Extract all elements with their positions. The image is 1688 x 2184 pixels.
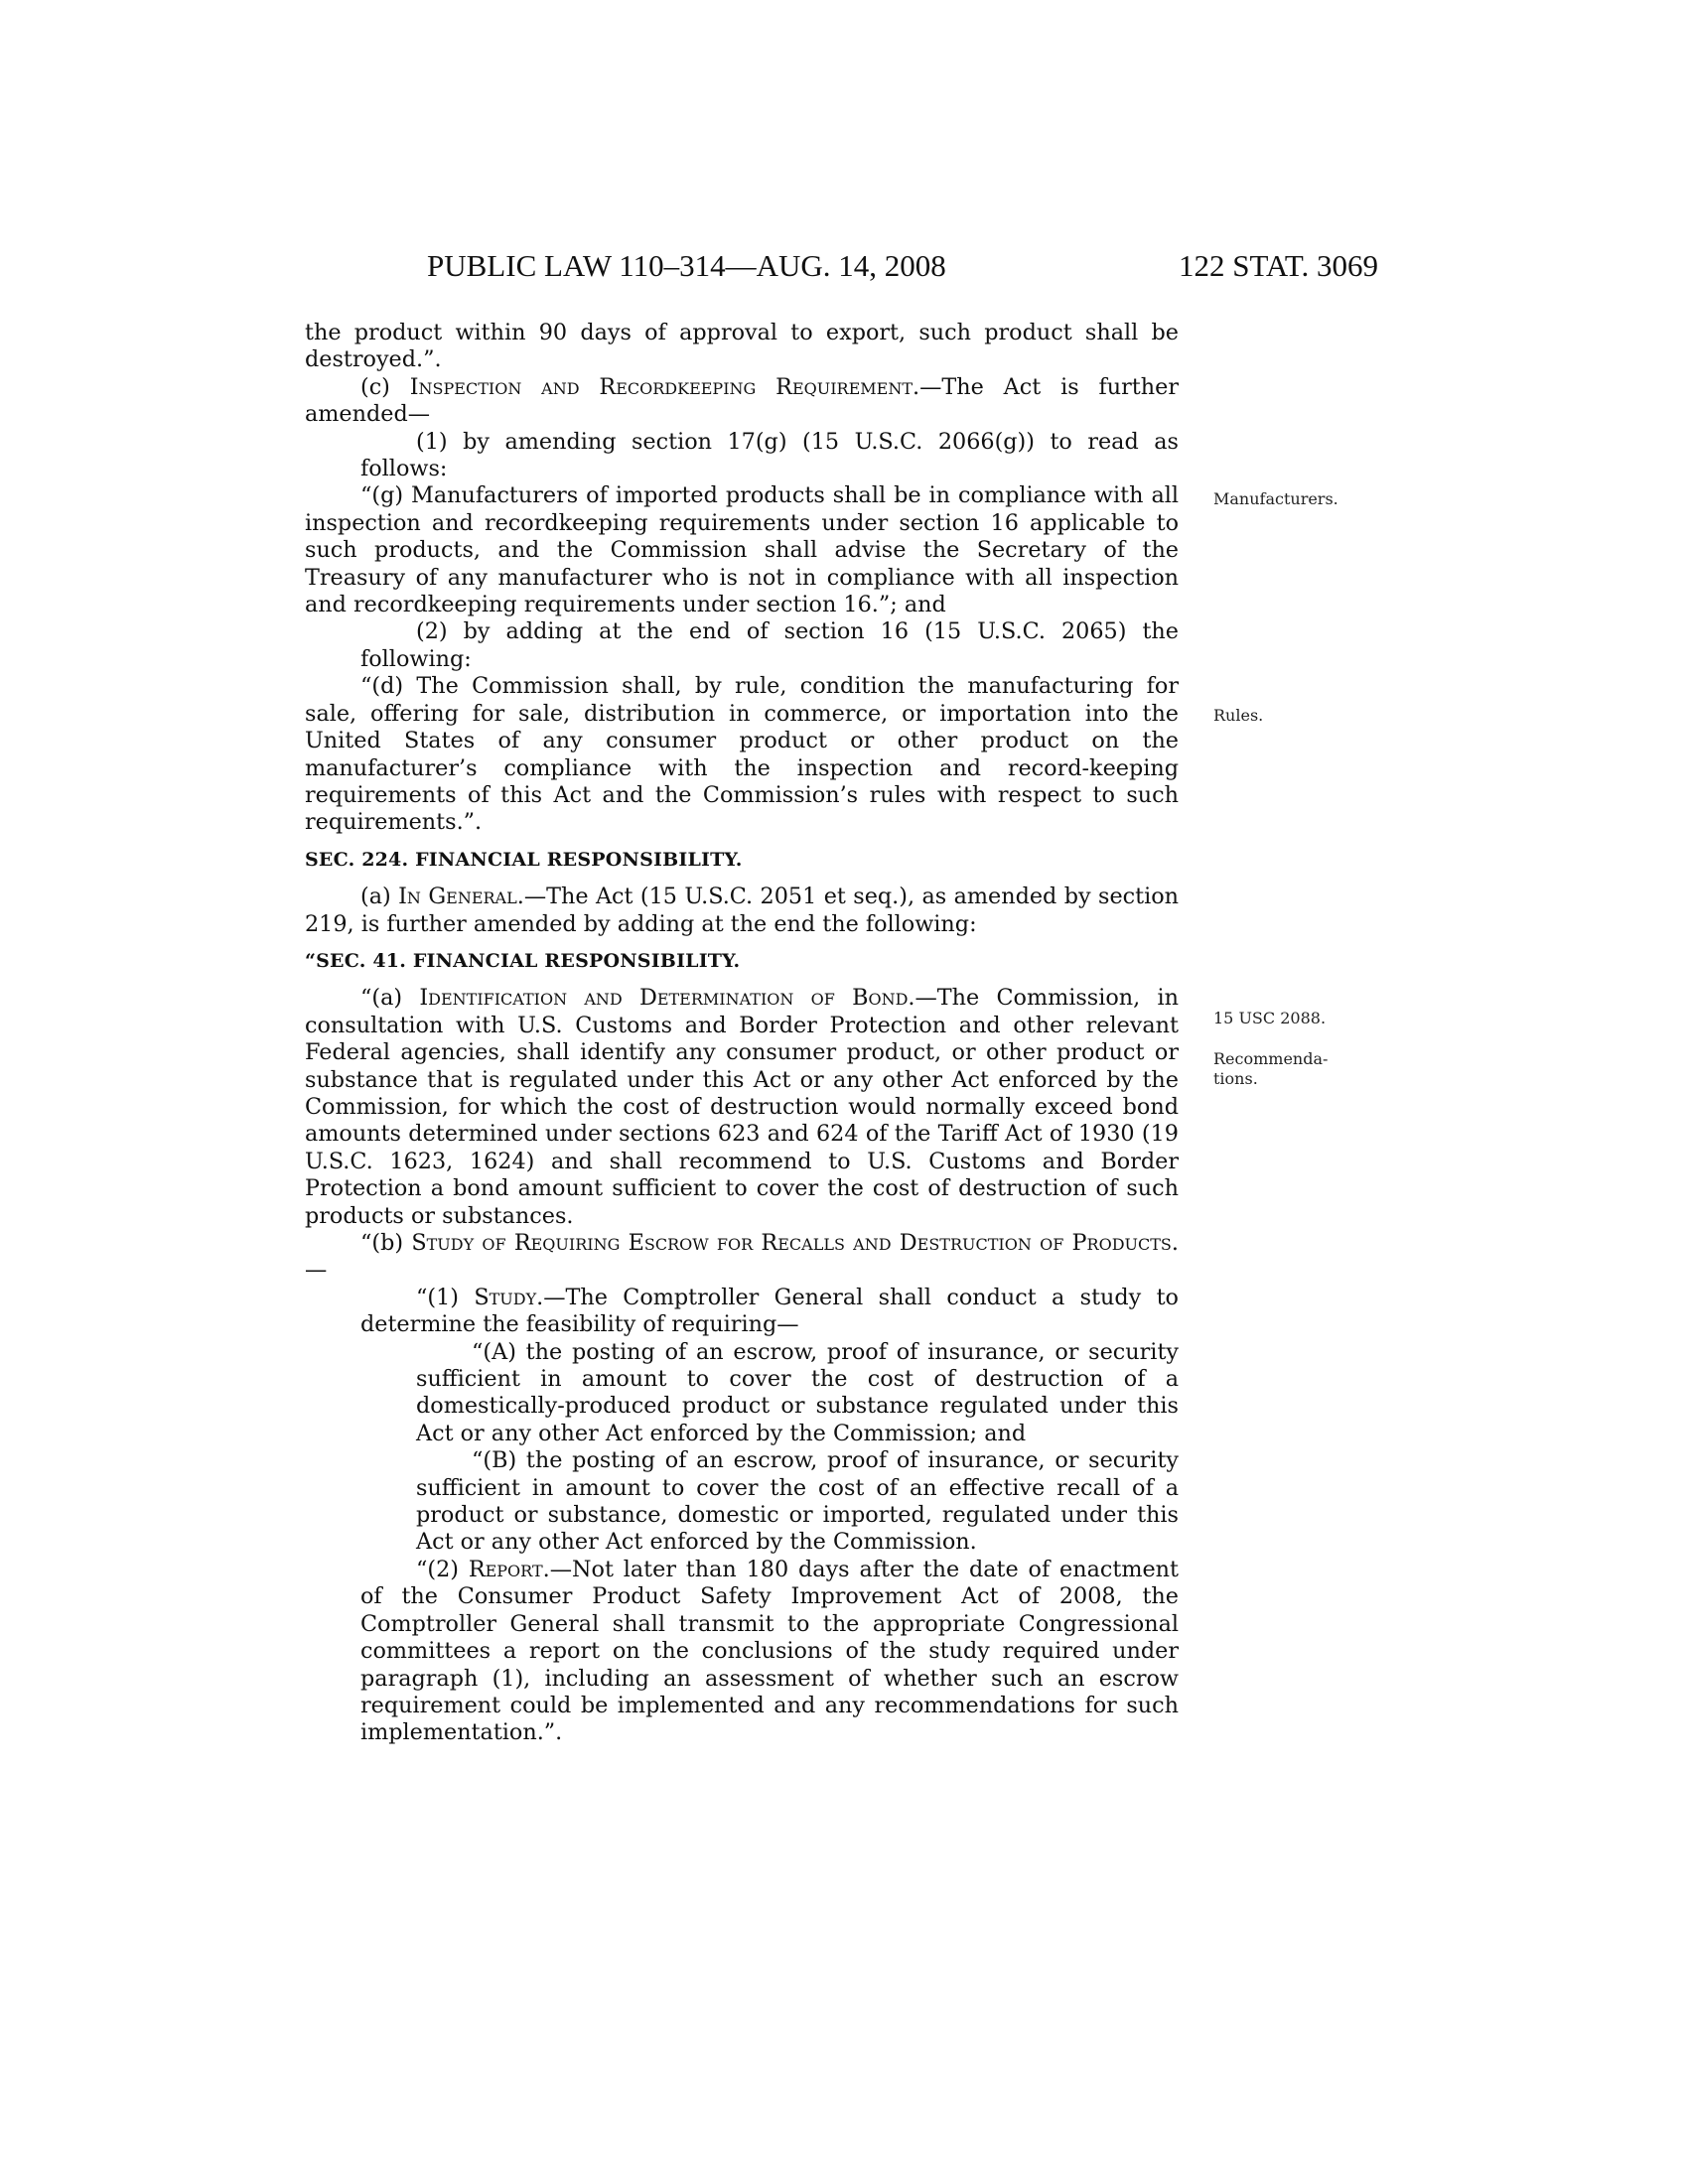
page-header xyxy=(301,248,1378,292)
paragraph-a-bond: “(a) Identification and Determination of Bond.—The Commission, in consultation with U.S. Customs and Border Protection and other relevant Federal agencies, shall identify any consumer product, or other product or substance that is regulated under this Act or any other Act enforced by the Commission, for which the cost of destruction would normally exceed bond amounts determined under sections 623 and 624 of the Tariff Act of 1930 (19 U.S.C. 1623, 1624) and shall recommend to U.S. Customs and Border Protection a bond amount sufficient to cover the cost of destruction of such products or substances. xyxy=(305,985,1179,1229)
caption-study: Study xyxy=(474,1284,537,1310)
statute-page-number: 122 STAT. 3069 xyxy=(1178,248,1378,283)
paragraph-continuation: the product within 90 days of approval to export, such product shall be destroyed.”. xyxy=(305,320,1179,373)
margin-note-rules: Rules. xyxy=(1213,706,1264,725)
paragraph-a-in-general: (a) In General.—The Act (15 U.S.C. 2051 et seq.), as amended by section 219, is further amended by adding at the end the following: xyxy=(305,884,1180,937)
caption-inspection: Inspection and Recordkeeping Requirement xyxy=(409,373,914,400)
margin-note-usc: 15 USC 2088. xyxy=(1213,1009,1327,1027)
paragraph-b-1: “(1) Study.—The Comptroller General shall conduct a study to determine the feasibility of requiring— xyxy=(360,1284,1179,1338)
margin-note-manufacturers: Manufacturers. xyxy=(1213,489,1338,508)
paragraph-b-study: “(b) Study of Requiring Escrow for Recalls and Destruction of Products.— xyxy=(305,1230,1179,1284)
running-head-title: PUBLIC LAW 110–314—AUG. 14, 2008 xyxy=(427,248,946,283)
subparagraph-b: “(B) the posting of an escrow, proof of insurance, or security sufficient in amount to cover the cost of an effective recall of a product or substance, domestic or imported, regulated under this Act or any other Act enforced by the Commission. xyxy=(416,1447,1179,1556)
caption-report: Report xyxy=(468,1556,543,1582)
caption-identification: Identification and Determination of Bond xyxy=(419,985,909,1012)
quoted-subsection-d: “(d) The Commission shall, by rule, condition the manufacturing for sale, offering for sale, distribution in commerce, or importation into the United States of any consumer product or other product on the manufacturer’s compliance with the inspection and record-keeping requirements of this Act and the Commission’s rules with respect to such requirements.”. xyxy=(305,673,1179,836)
subparagraph-a: “(A) the posting of an escrow, proof of insurance, or security sufficient in amount to cover the cost of destruction of a domestically-produced product or substance regulated under this Act or any other Act enforced by the Commission; and xyxy=(416,1338,1179,1446)
paragraph-c-1: (1) by amending section 17(g) (15 U.S.C. 2066(g)) to read as follows: xyxy=(360,428,1179,482)
law-text-body xyxy=(305,320,1179,1747)
paragraph-c-2: (2) by adding at the end of section 16 (15 U.S.C. 2065) the following: xyxy=(360,618,1179,672)
quoted-subsection-g: “(g) Manufacturers of imported products shall be in compliance with all inspection and recordkeeping requirements under section 16 applicable to such products, and the Commission shall advise the Secretary of the Treasury of any manufacturer who is not in compliance with all inspection and recordkeeping requirements under section 16.”; and xyxy=(305,482,1179,618)
paragraph-b-2: “(2) Report.—Not later than 180 days after the date of enactment of the Consumer Product Safety Improvement Act of 2008, the Comptroller General shall transmit to the appropriate Congressional committees a report on the conclusions of the study required under paragraph (1), including an assessment of whether such an escrow requirement could be implemented and any recommendations for such implementation.”. xyxy=(360,1556,1180,1746)
caption-study-escrow: Study of Requiring Escrow for Recalls and Destruction of Products xyxy=(411,1230,1172,1256)
section-224-heading: SEC. 224. FINANCIAL RESPONSIBILITY. xyxy=(305,848,743,871)
section-41-heading: “SEC. 41. FINANCIAL RESPONSIBILITY. xyxy=(305,949,741,972)
caption-in-general: In General xyxy=(398,884,517,910)
paragraph-c: (c) Inspection and Recordkeeping Requirement.—The Act is further amended— xyxy=(305,373,1179,428)
margin-note-recommendations: Recommenda- tions. xyxy=(1213,1049,1329,1088)
